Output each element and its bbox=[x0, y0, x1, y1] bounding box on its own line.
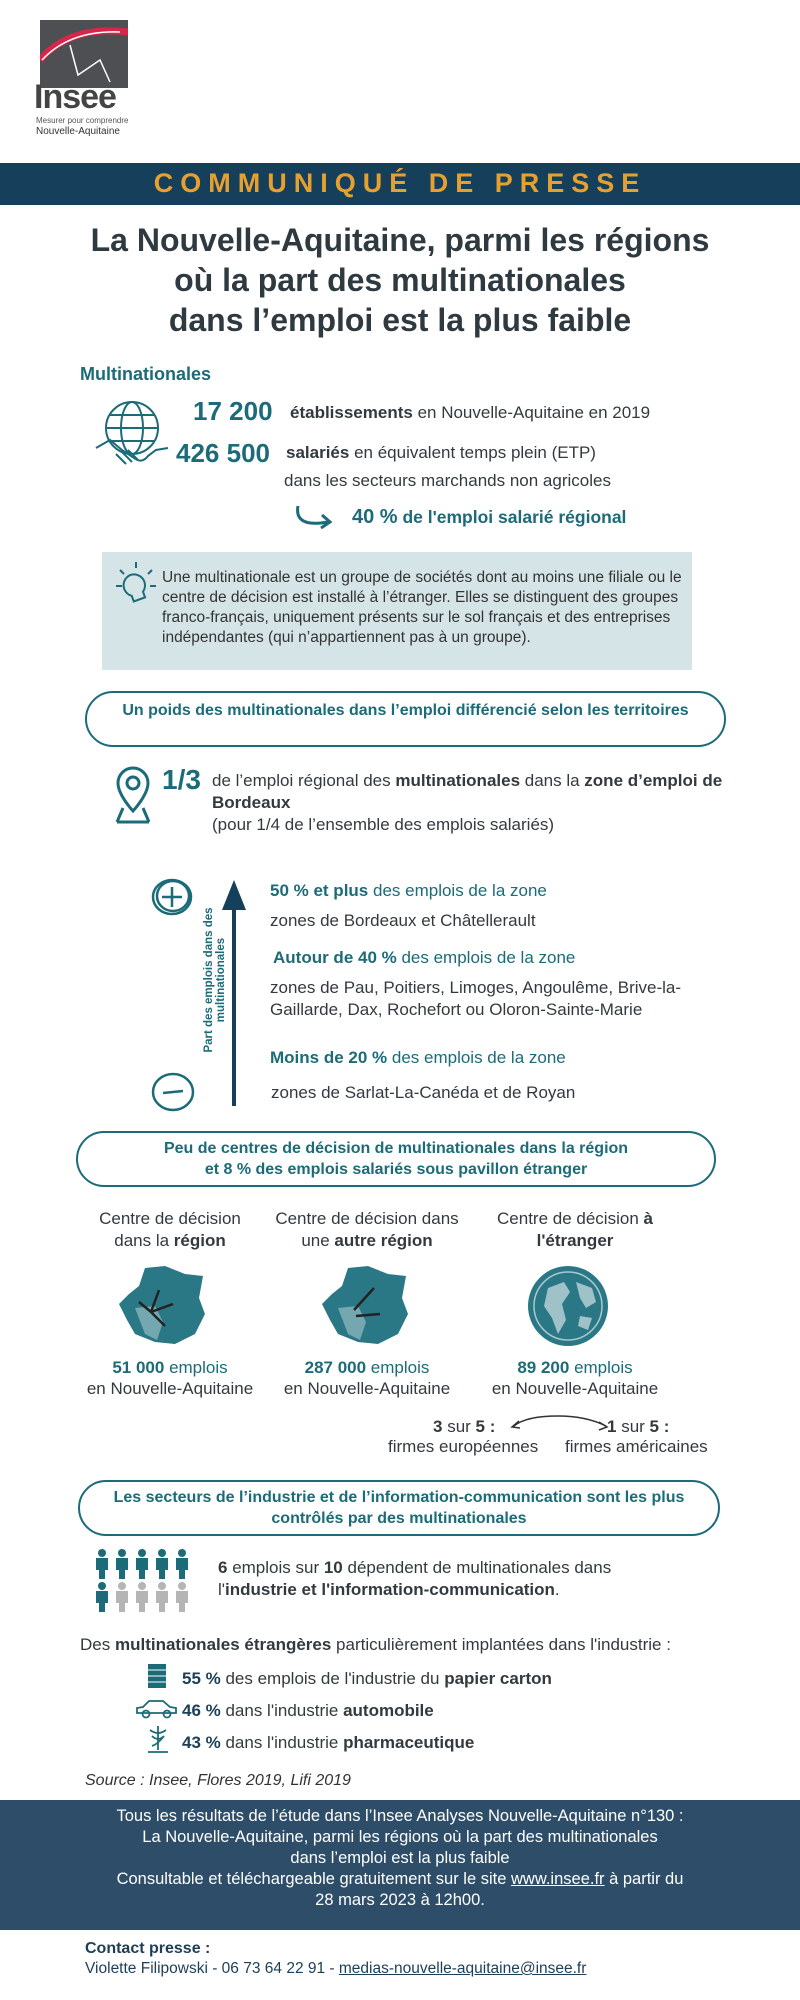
curved-arrow-icon bbox=[292, 502, 340, 537]
bordeaux-note: (pour 1/4 de l’ensemble des emplois salariés) bbox=[212, 815, 555, 834]
people-grid-icon bbox=[94, 1548, 194, 1619]
sector-automotive: 46 % dans l'industrie automobile bbox=[182, 1701, 434, 1720]
section-territories: Un poids des multinationales dans l’emploi différencié selon les territoires bbox=[85, 691, 726, 747]
definition-text: Une multinationale est un groupe de sociétés dont au moins une filiale ou le centre de décision est installé à l’étranger. Elles se distinguent des groupes franco-français, uniquement présents sur le sol français et des entreprises indépendantes (qui n’appartiennent pas à un groupe). bbox=[162, 569, 682, 646]
tier-2-zones: zones de Pau, Poitiers, Limoges, Angoulême, Brive-la-Gaillarde, Dax, Rochefort ou Oloron-Sainte-Marie bbox=[270, 978, 682, 1019]
employees-scope: dans les secteurs marchands non agricoles bbox=[284, 471, 611, 490]
car-icon bbox=[134, 1698, 178, 1725]
decision-col-region-place: en Nouvelle-Aquitaine bbox=[86, 1379, 254, 1398]
employees-text: salariés en équivalent temps plein (ETP) bbox=[286, 443, 596, 462]
contact-title: Contact presse : bbox=[85, 1940, 211, 1957]
decision-col-other-region-place: en Nouvelle-Aquitaine bbox=[283, 1379, 451, 1398]
title-line-1: La Nouvelle-Aquitaine, parmi les régions bbox=[90, 222, 710, 258]
france-map-region-icon bbox=[115, 1264, 211, 1353]
logo-word: Insee bbox=[34, 78, 116, 116]
location-pin-icon bbox=[113, 764, 153, 831]
decision-col-region-title: Centre de décision dans la région bbox=[99, 1209, 241, 1250]
decision-col-abroad-place: en Nouvelle-Aquitaine bbox=[491, 1379, 659, 1398]
lightbulb-icon bbox=[114, 560, 158, 615]
paper-stack-icon bbox=[146, 1662, 170, 1695]
tier-3-head: Moins de 20 % des emplois de la zone bbox=[270, 1048, 566, 1067]
employees-value: 426 500 bbox=[176, 438, 270, 468]
globe-handshake-icon bbox=[92, 398, 172, 483]
industry-ratio-text: 6 emplois sur 10 dépendent de multinationales dans l'industrie et l'information-communication. bbox=[218, 1558, 612, 1599]
sector-paper: 55 % des emplois de l'industrie du papier carton bbox=[182, 1669, 552, 1688]
multinationales-heading: Multinationales bbox=[80, 364, 212, 384]
contact-line: Violette Filipowski - 06 73 64 22 91 - medias-nouvelle-aquitaine@insee.fr bbox=[85, 1960, 587, 1977]
person-icon bbox=[96, 1549, 108, 1579]
tier-3-zones: zones de Sarlat-La-Canéda et de Royan bbox=[271, 1083, 576, 1102]
section-sectors: Les secteurs de l’industrie et de l’information-communication sont les plus contrôlés par des multinationales bbox=[78, 1480, 720, 1536]
bordeaux-text: de l’emploi régional des multinationales dans la zone d’emploi de Bordeaux bbox=[212, 771, 723, 812]
title-line-3: dans l’emploi est la plus faible bbox=[168, 302, 632, 338]
europe-label: firmes européennes bbox=[388, 1437, 539, 1456]
insee-website-link[interactable]: www.insee.fr bbox=[511, 1870, 605, 1888]
establishments-value: 17 200 bbox=[193, 396, 273, 426]
footer-text: Tous les résultats de l’étude dans l’Insee Analyses Nouvelle-Aquitaine n°130 : La Nouvelle-Aquitaine, parmi les régions où la part des multinationales dans l’emploi est la plus faible Consultable et téléchargeable gratuitement sur le site www.insee.fr à partir du 28 mars 2023 à 12h00. bbox=[116, 1807, 684, 1909]
foreign-multinationals-intro: Des multinationales étrangères particulièrement implantées dans l'industrie : bbox=[80, 1635, 671, 1654]
minus-icon bbox=[150, 1070, 196, 1119]
decision-col-other-region-title: Centre de décision dans une autre région bbox=[275, 1209, 459, 1250]
tier-1-zones: zones de Bordeaux et Châtellerault bbox=[270, 911, 536, 930]
share-regional-employment: 40 % de l'emploi salarié régional bbox=[352, 506, 627, 528]
decision-col-abroad-value: 89 200 emplois bbox=[517, 1358, 633, 1377]
sector-pharmaceutical: 43 % dans l'industrie pharmaceutique bbox=[182, 1733, 475, 1752]
source-note: Source : Insee, Flores 2019, Lifi 2019 bbox=[85, 1772, 351, 1789]
bordeaux-fraction: 1/3 bbox=[162, 764, 201, 795]
decision-col-abroad-title: Centre de décision à l'étranger bbox=[497, 1209, 653, 1250]
europe-ratio: 3 sur 5 : bbox=[433, 1417, 496, 1436]
decision-col-other-region-value: 287 000 emplois bbox=[304, 1358, 430, 1377]
contact-email-link[interactable]: medias-nouvelle-aquitaine@insee.fr bbox=[338, 1960, 587, 1977]
title-line-2: où la part des multinationales bbox=[174, 262, 626, 298]
france-map-other-region-icon bbox=[318, 1264, 414, 1353]
america-label: firmes américaines bbox=[565, 1437, 708, 1456]
logo-tagline: Mesurer pour comprendre bbox=[36, 116, 129, 125]
establishments-text: établissements en Nouvelle-Aquitaine en 2019 bbox=[290, 403, 651, 422]
plus-icon bbox=[150, 875, 194, 924]
axis-label: Part des emplois dans des multinationales bbox=[203, 907, 227, 1053]
press-banner-title: COMMUNIQUÉ DE PRESSE bbox=[153, 168, 647, 198]
america-ratio: 1 sur 5 : bbox=[607, 1417, 670, 1436]
logo-region: Nouvelle-Aquitaine bbox=[36, 126, 120, 137]
world-globe-icon bbox=[526, 1264, 610, 1353]
tier-1-head: 50 % et plus des emplois de la zone bbox=[270, 881, 547, 900]
decision-col-region-value: 51 000 emplois bbox=[112, 1358, 228, 1377]
tier-2-head: Autour de 40 % des emplois de la zone bbox=[273, 948, 576, 967]
page-title bbox=[40, 220, 760, 340]
pharmacy-caduceus-icon bbox=[146, 1724, 170, 1759]
section-decision-centers: Peu de centres de décision de multinationales dans la région et 8 % des emplois salariés sous pavillon étranger bbox=[76, 1131, 716, 1187]
